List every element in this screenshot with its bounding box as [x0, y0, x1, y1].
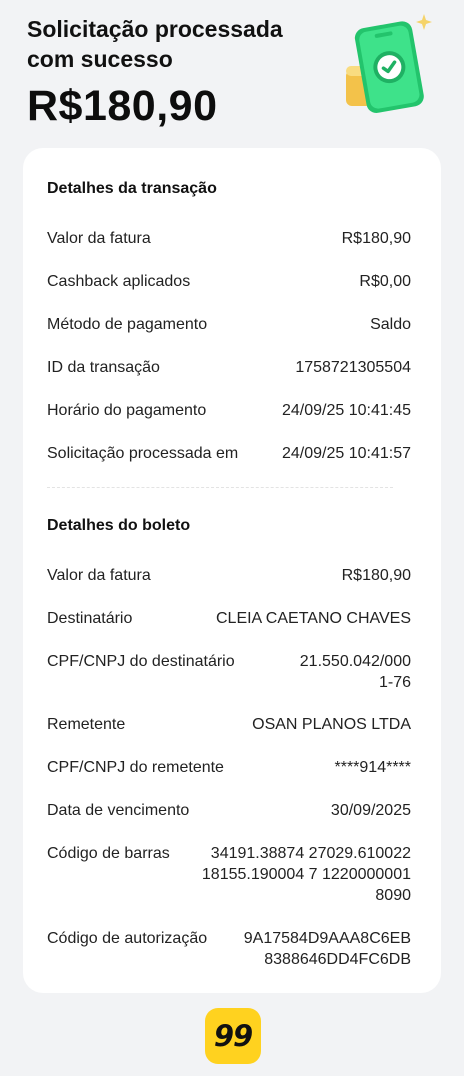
row-value: R$180,90 — [341, 230, 411, 247]
row-label: Valor da fatura — [47, 230, 151, 247]
transaction-row — [47, 271, 411, 292]
transaction-row — [47, 400, 411, 421]
row-value[interactable]: 34191.38874 27029.610022 18155.190004 7 12200000018090 — [201, 845, 411, 904]
boleto-section-title: Detalhes do boleto — [47, 517, 191, 534]
transaction-row — [47, 357, 411, 378]
boleto-row — [47, 565, 411, 586]
success-header — [0, 0, 464, 148]
boleto-row — [47, 928, 411, 970]
boleto-row — [47, 757, 411, 778]
boleto-row — [47, 608, 411, 629]
row-label: Destinatário — [47, 610, 133, 627]
boleto-row — [47, 843, 411, 906]
row-value[interactable]: 9A17584D9AAA8C6EB8388646DD4FC6DB — [243, 930, 411, 968]
row-label: CPF/CNPJ do remetente — [47, 759, 224, 776]
transaction-row — [47, 443, 411, 464]
row-label: Cashback aplicados — [47, 273, 191, 290]
transaction-section-title: Detalhes da transação — [47, 180, 217, 197]
row-label: Horário do pagamento — [47, 402, 207, 419]
section-divider — [47, 487, 393, 488]
row-value: R$180,90 — [341, 567, 411, 584]
payment-amount: R$180,90 — [27, 82, 218, 130]
row-label: CPF/CNPJ do destinatário — [47, 653, 235, 670]
row-value: 24/09/25 10:41:57 — [281, 445, 411, 462]
row-value[interactable]: 1758721305504 — [295, 359, 411, 376]
details-card — [23, 148, 441, 993]
row-value: 21.550.042/0001-76 — [299, 653, 411, 691]
row-label: Valor da fatura — [47, 567, 151, 584]
brand-logo: 99 — [205, 1008, 261, 1064]
row-label: Remetente — [47, 716, 126, 733]
row-label: Código de barras — [47, 845, 170, 862]
row-value: ****914**** — [334, 759, 411, 776]
phone-check-icon — [338, 10, 438, 120]
row-value: Saldo — [370, 316, 411, 333]
row-value: OSAN PLANOS LTDA — [252, 716, 411, 733]
transaction-row — [47, 314, 411, 335]
row-label: Código de autorização — [47, 930, 208, 947]
boleto-row — [47, 714, 411, 735]
boleto-row — [47, 800, 411, 821]
row-label: Solicitação processada em — [47, 445, 239, 462]
row-label: ID da transação — [47, 359, 160, 376]
row-value: 30/09/2025 — [330, 802, 411, 819]
row-label: Data de vencimento — [47, 802, 190, 819]
transaction-row — [47, 228, 411, 249]
boleto-row — [47, 651, 411, 693]
row-value: CLEIA CAETANO CHAVES — [215, 610, 411, 627]
row-label: Método de pagamento — [47, 316, 208, 333]
row-value: 24/09/25 10:41:45 — [281, 402, 411, 419]
page-title: Solicitação processada com sucesso — [27, 16, 283, 72]
row-value: R$0,00 — [359, 273, 411, 290]
